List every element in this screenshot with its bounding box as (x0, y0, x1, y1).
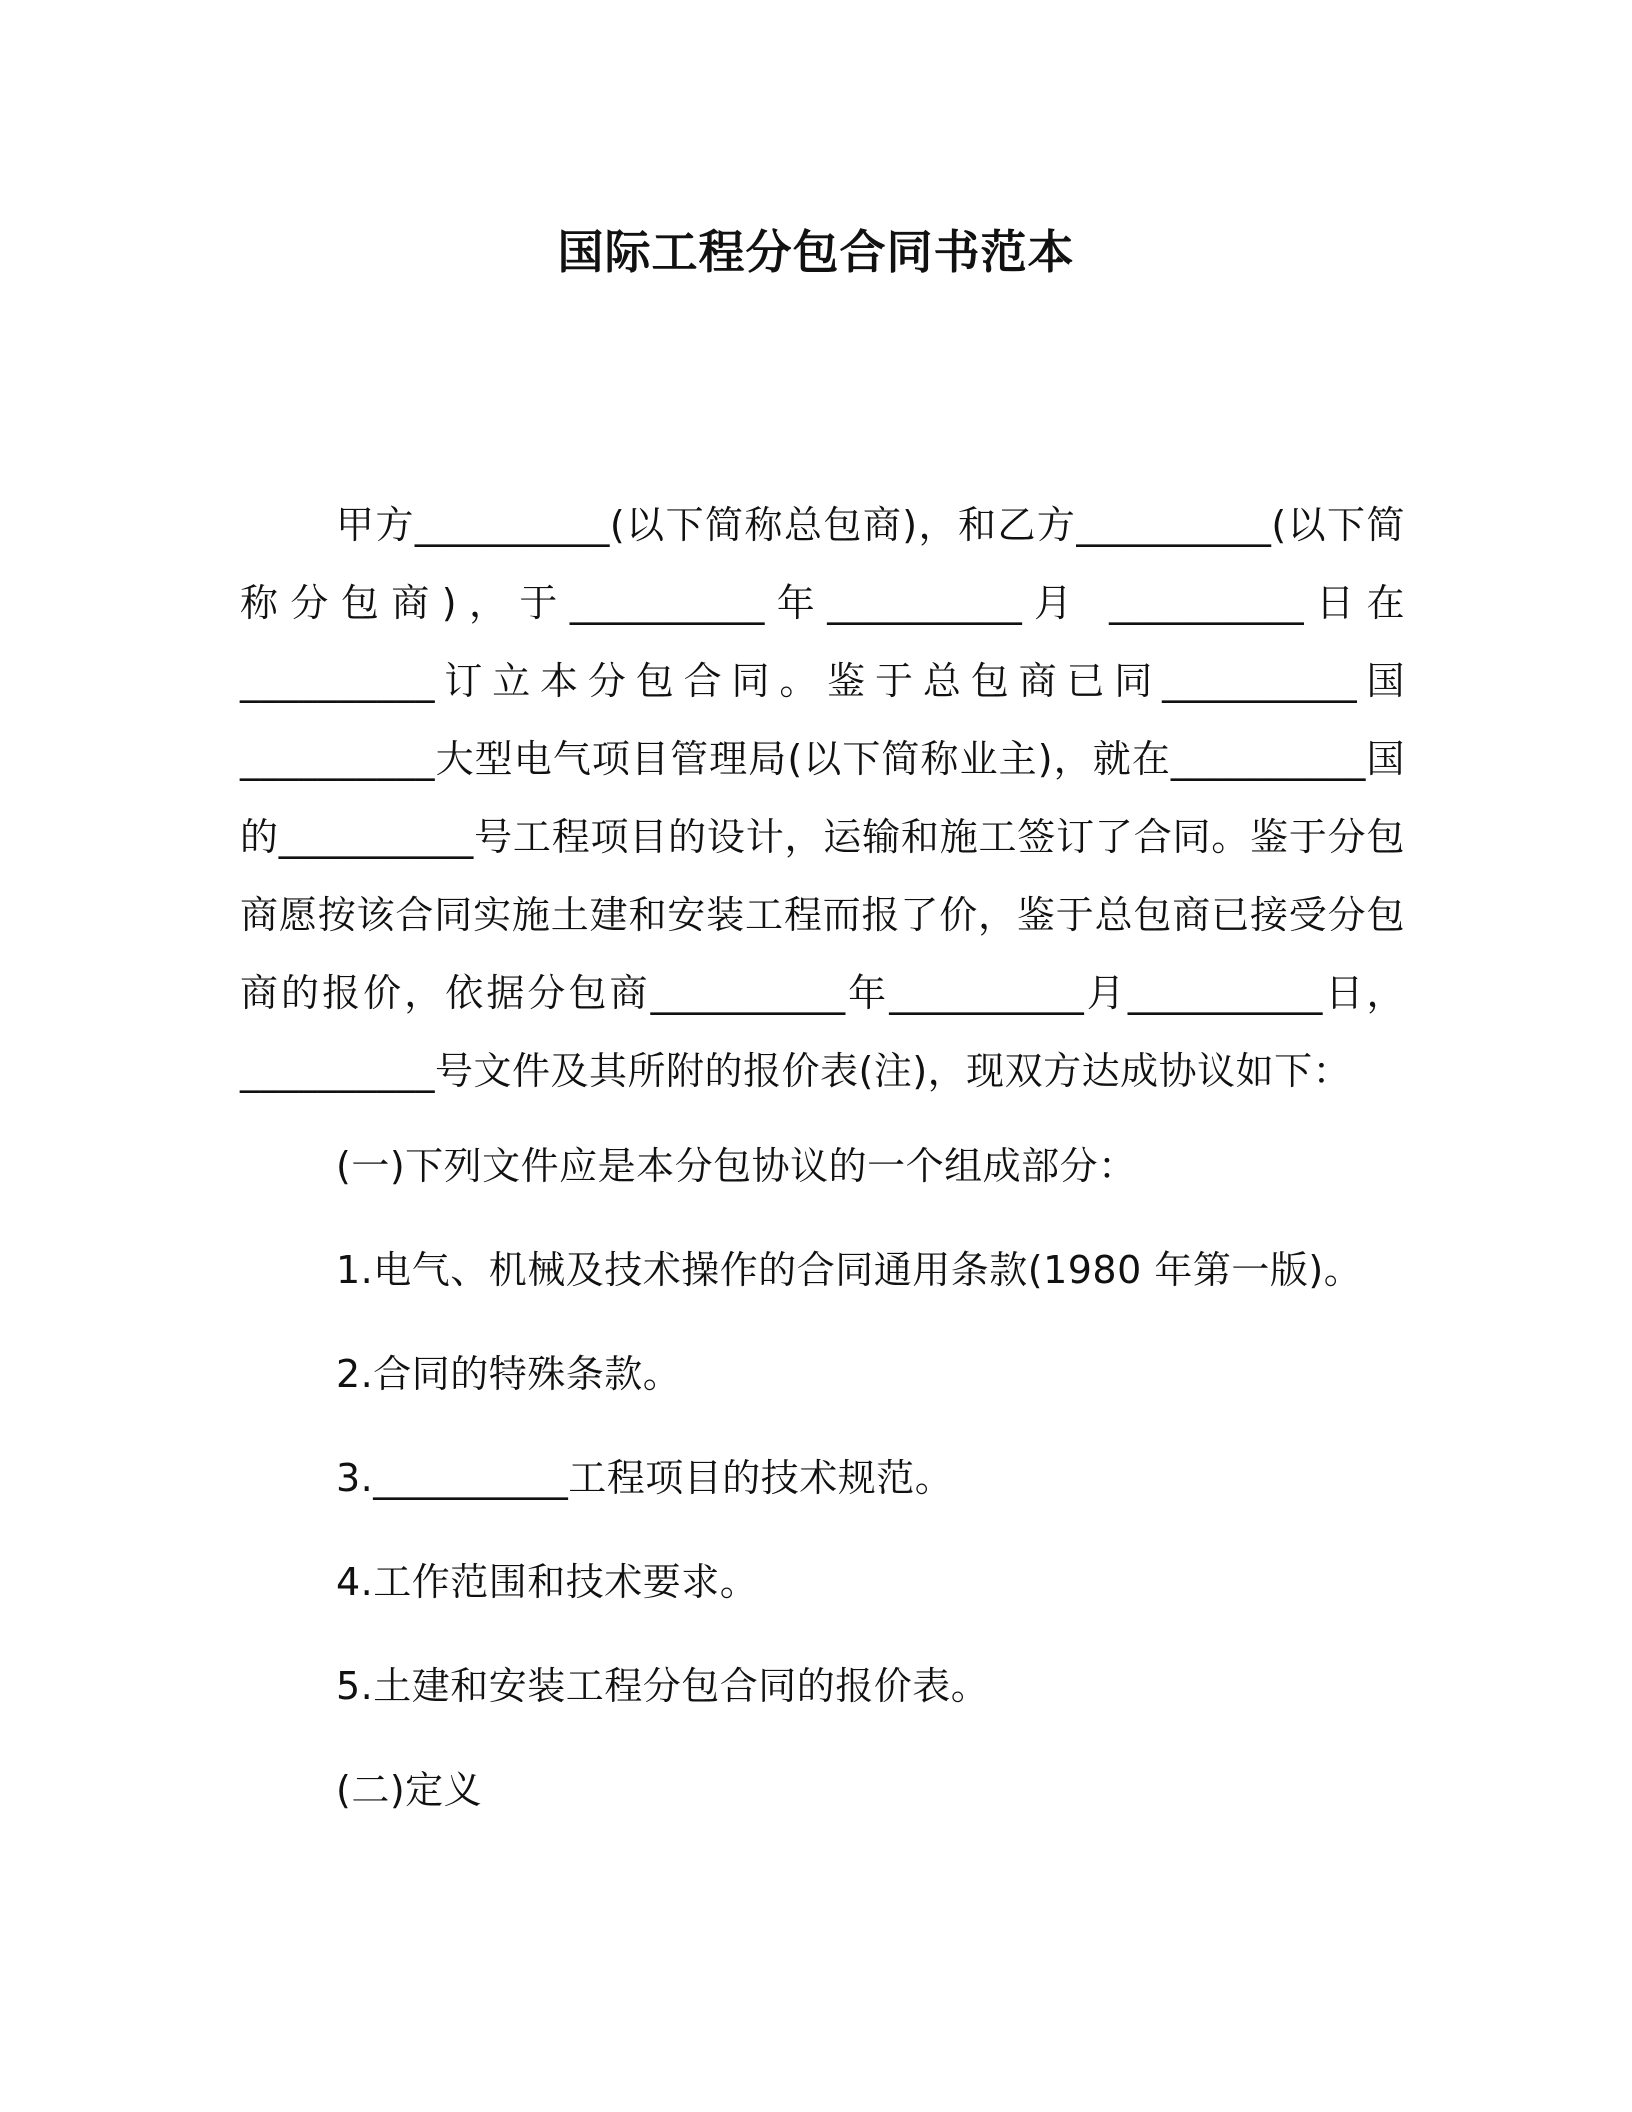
list-item: 5.土建和安装工程分包合同的报价表。 (336, 1664, 990, 1708)
list-item: 1.电气、机械及技术操作的合同通用条款(1980 年第一版)。 (336, 1248, 1363, 1292)
document-title: 国际工程分包合同书范本 (557, 225, 1075, 279)
list-item: 2.合同的特殊条款。 (336, 1352, 682, 1396)
list-item: 4.工作范围和技术要求。 (336, 1560, 759, 1604)
intro-paragraph: 甲方__________(以下简称总包商)，和乙方__________(以下简称分包商)，于__________年__________月 __________日在__________订立本分包合同。鉴于总包商已同__________国__________大型电气项目管理局(以下简称业主)，就在__________国的__________号工程项目的设计，运输和施工签订了合同。鉴于分包商愿按该合同实施土建和安装工程而报了价，鉴于总包商已接受分包商的报价，依据分包商__________年__________月__________日，__________号文件及其所附的报价表(注)，现双方达成协议如下： (240, 503, 1405, 1093)
section-heading-definitions: (二)定义 (336, 1768, 483, 1812)
section-heading-documents: (一)下列文件应是本分包协议的一个组成部分： (336, 1144, 1137, 1188)
list-item: 3.__________工程项目的技术规范。 (336, 1456, 954, 1500)
